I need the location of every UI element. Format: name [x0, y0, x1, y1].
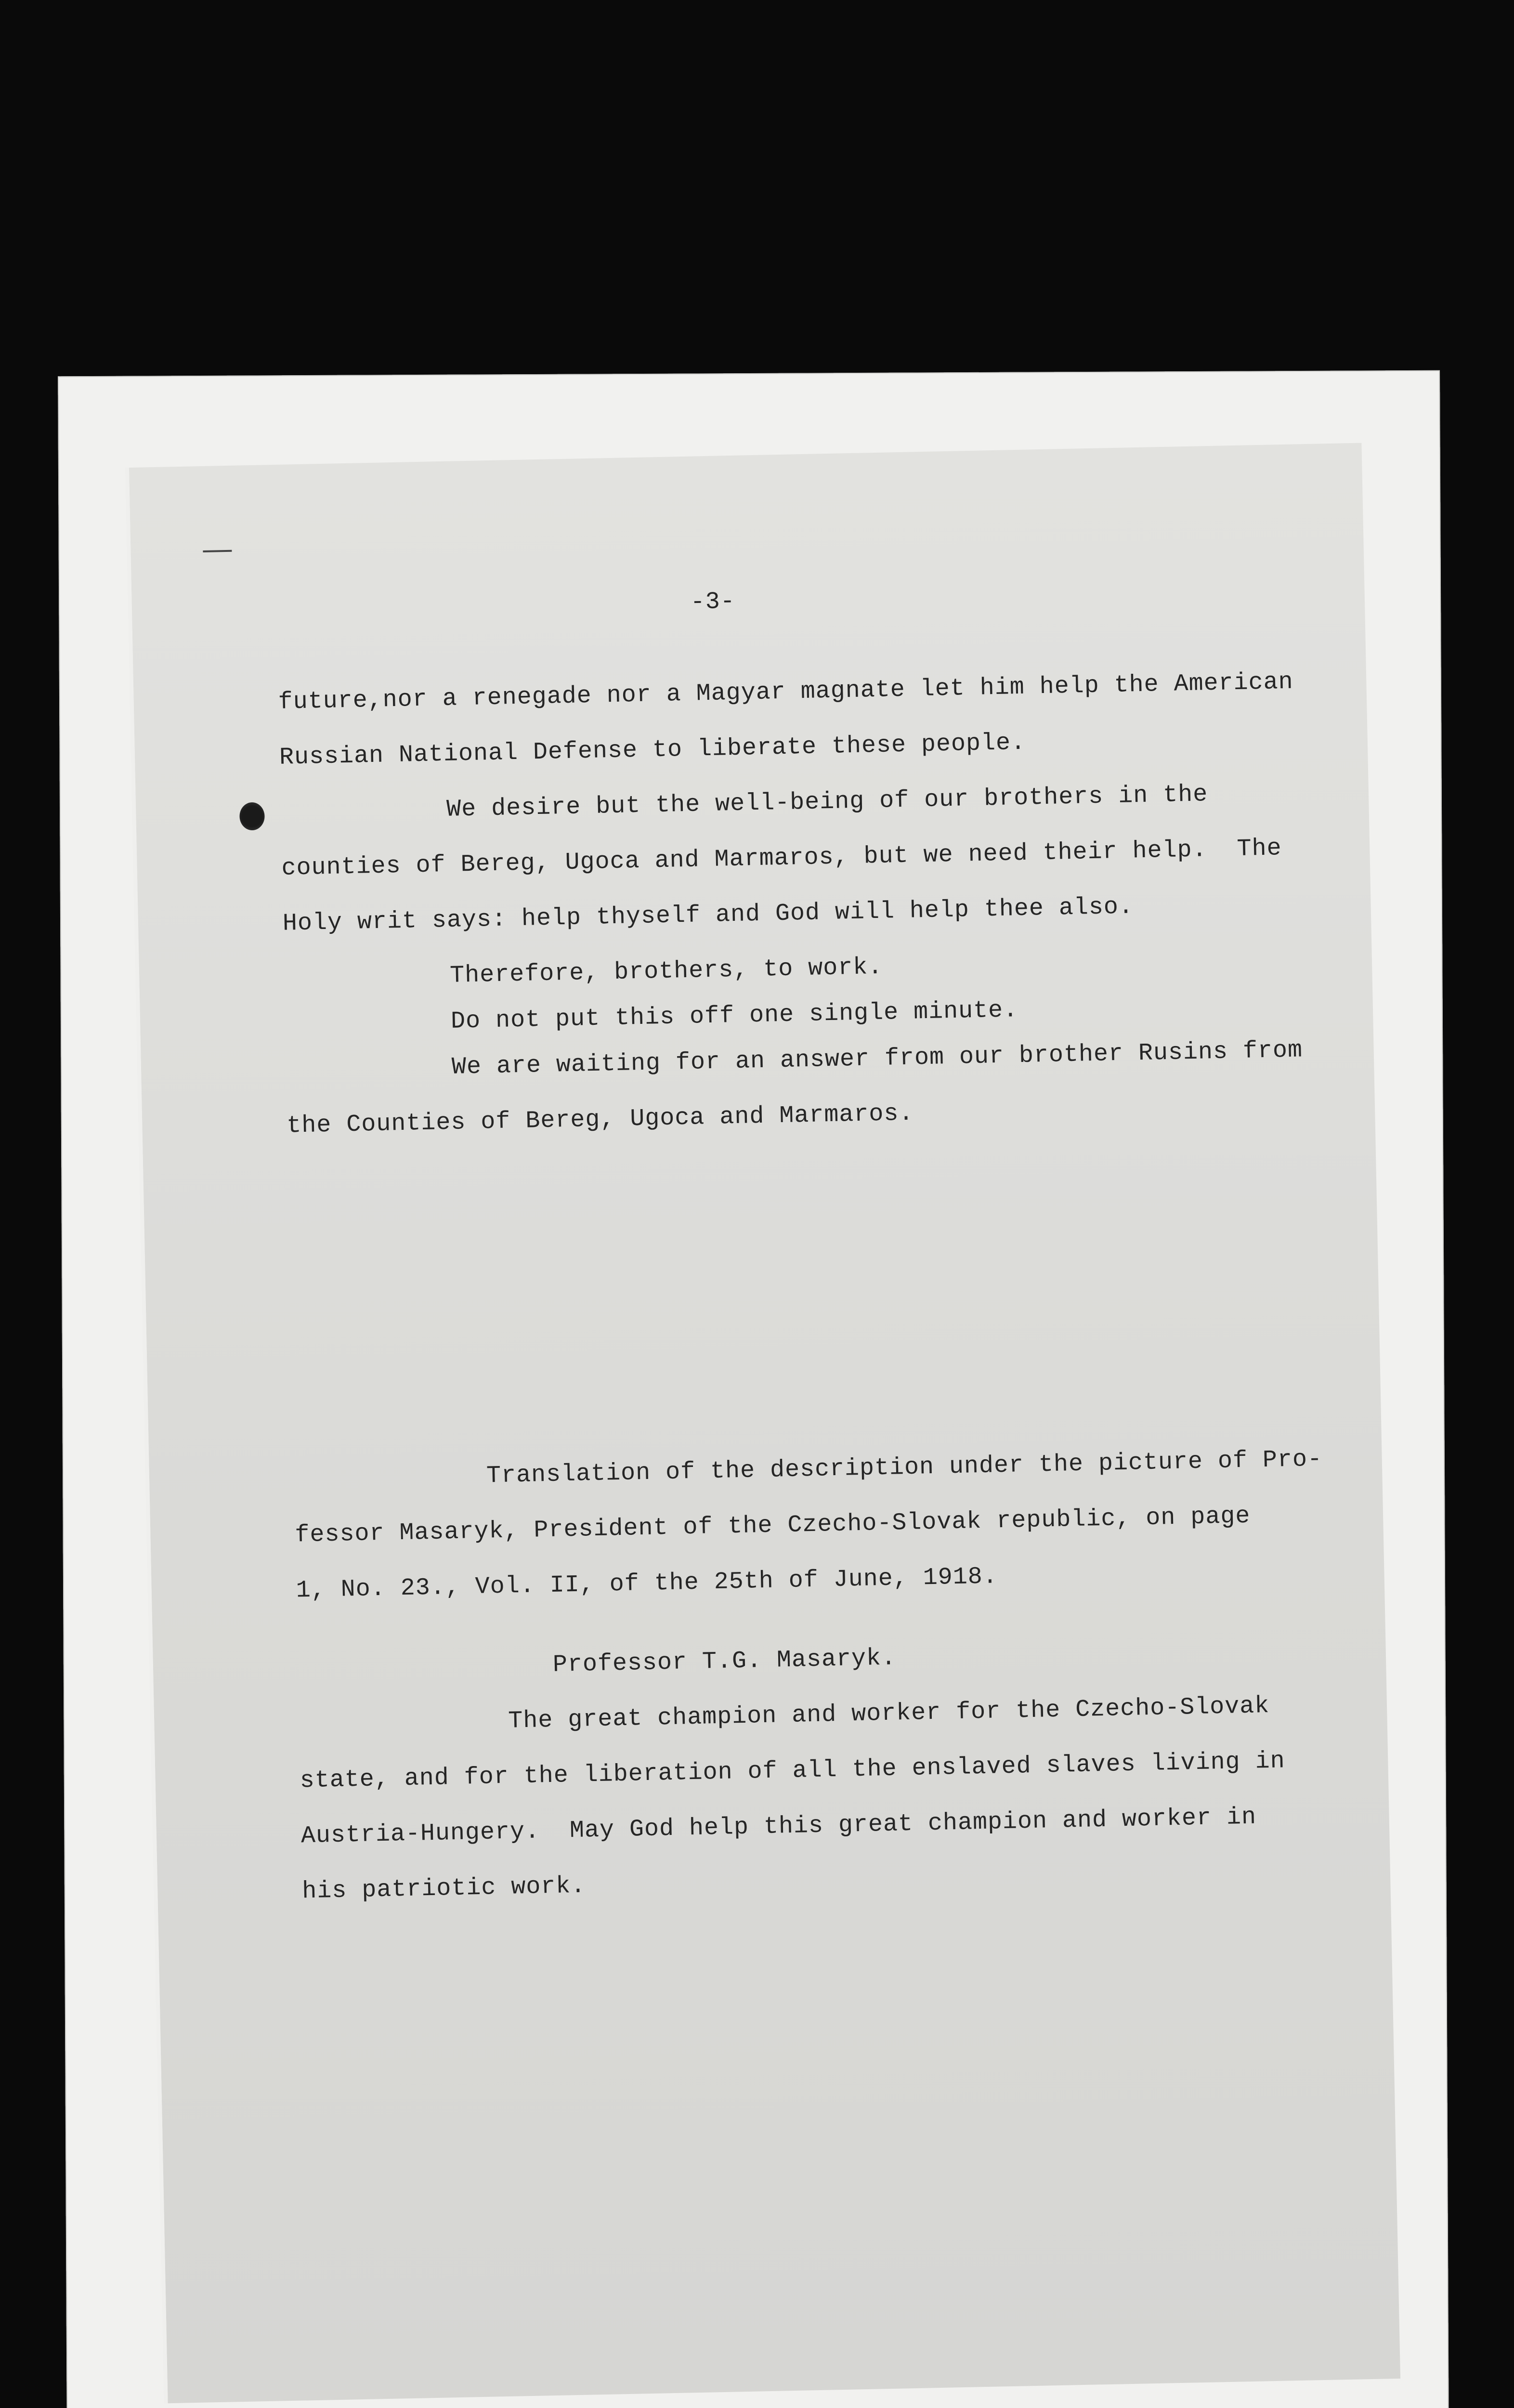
text-line: Translation of the description under the picture of Pro- — [486, 1445, 1323, 1490]
text-line: Therefore, brothers, to work. — [449, 953, 883, 990]
text-line: 1, No. 23., Vol. II, of the 25th of June, 1918. — [296, 1563, 998, 1605]
text-line: Holy writ says: help thyself and God will help thee also. — [282, 893, 1134, 938]
text-line: The great champion and worker for the Czecho-Slovak — [508, 1692, 1270, 1735]
text-line: fessor Masaryk, President of the Czecho-Slovak republic, on page — [294, 1502, 1251, 1549]
text-line: Russian National Defense to liberate these people. — [279, 729, 1026, 772]
text-line: counties of Bereg, Ugoca and Marmaros, but we need their help. The — [281, 835, 1282, 882]
text-line: future,nor a renegade nor a Magyar magnate let him help the American — [278, 668, 1294, 716]
text-line: Austria-Hungery. May God help this great champion and worker in — [300, 1803, 1257, 1850]
text-line: Professor T.G. Masaryk. — [552, 1644, 897, 1679]
text-line: the Counties of Bereg, Ugoca and Marmaros. — [286, 1099, 914, 1140]
text-line: We desire but the well-being of our brothers in the — [446, 781, 1208, 824]
typed-page — [125, 443, 1400, 2404]
text-line: state, and for the liberation of all the enslaved slaves living in — [300, 1747, 1286, 1795]
page-number: -3- — [690, 588, 736, 616]
text-line: his patriotic work. — [301, 1872, 586, 1906]
text-line: We are waiting for an answer from our brother Rusins from — [451, 1036, 1303, 1081]
text-line: Do not put this off one single minute. — [450, 996, 1018, 1035]
punch-hole-mark — [239, 802, 265, 831]
pencil-mark — [203, 550, 232, 552]
